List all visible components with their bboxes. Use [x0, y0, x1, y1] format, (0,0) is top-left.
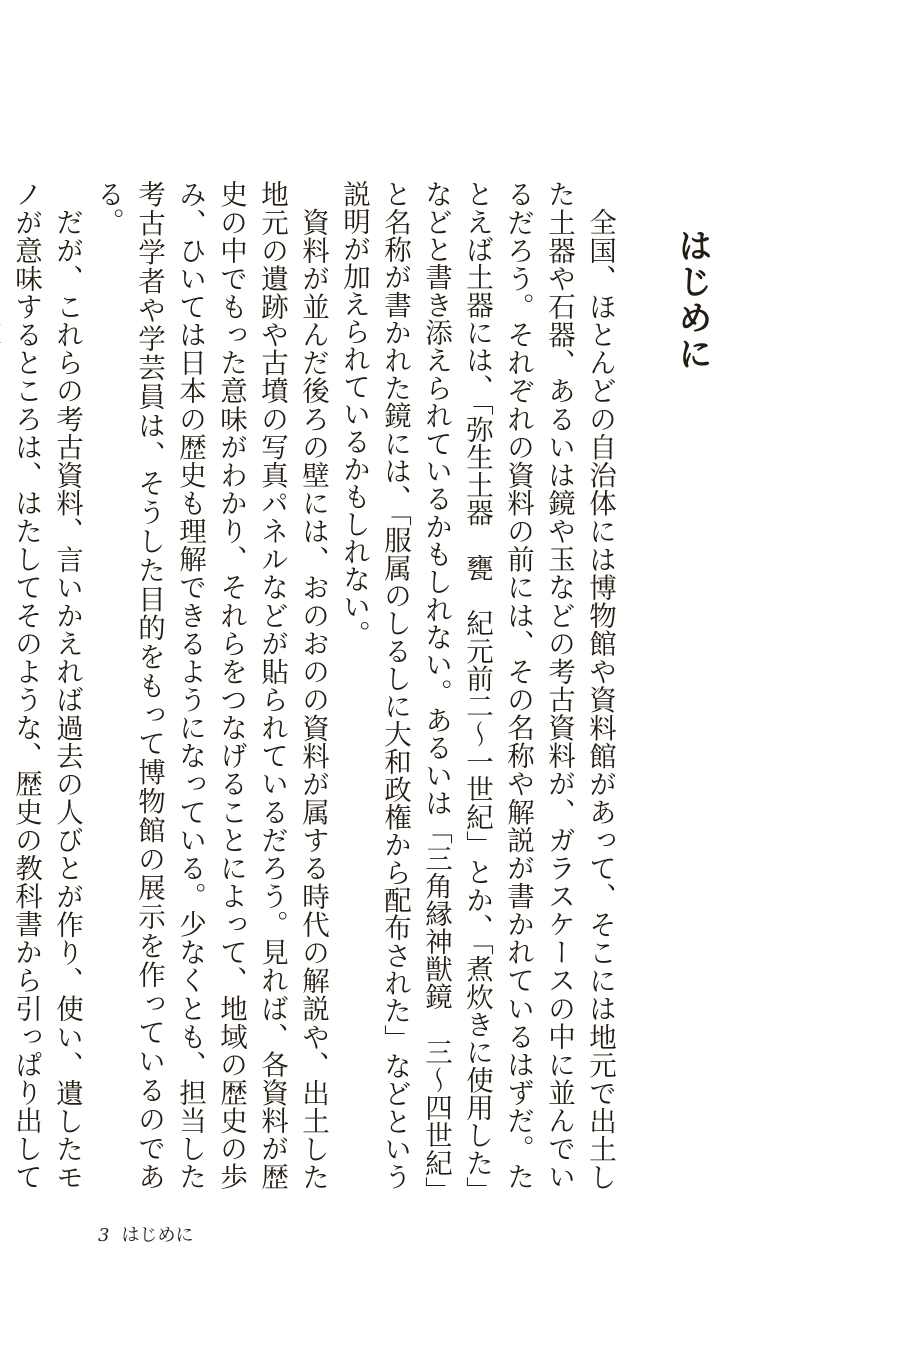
paragraph-2: 資料が並んだ後ろの壁には、おのおのの資料が属する時代の解説や、出土した地元の遺跡や古墳の写真パネルなどが貼られているだろう。見れば、各資料が歴史の中でもった意味がわかり、それらをつなげることによって、地域の歴史の歩み、ひいては日本の歴史も理解できるようになっている。少なくとも、担当した考古学者や学芸員は、そうした目的をもって博物館の展示を作っているのである。 [92, 180, 329, 1191]
paragraph-1: 全国、ほとんどの自治体には博物館や資料館があって、そこには地元で出土した土器や石器、あるいは鏡や玉などの考古資料が、ガラスケースの中に並んでいるだろう。それぞれの資料の前には、その名称や解説が書かれているはずだ。たとえば土器には、「弥生土器 甕 紀元前二～一世紀」とか、「煮炊きに使用した」などと書き添えられているかもしれない。あるいは「三角縁神獣鏡 三～四世紀」と名称が書かれた鏡には、「服属のしるしに大和政権から配布された」などという説明が加えられているかもしれない。 [338, 180, 616, 1190]
page-footer [98, 1224, 193, 1248]
page-number: 3 [98, 1225, 110, 1246]
running-footer-title: はじめに [121, 1225, 194, 1246]
paragraph-3: だが、これらの考古資料、言いかえれば過去の人びとが作り、使い、遺したモノが意味するところは、はたしてそのような、歴史の教科書から引っぱり出して [10, 180, 83, 1190]
body-text [10, 180, 620, 1191]
page-title: はじめに [672, 228, 712, 372]
